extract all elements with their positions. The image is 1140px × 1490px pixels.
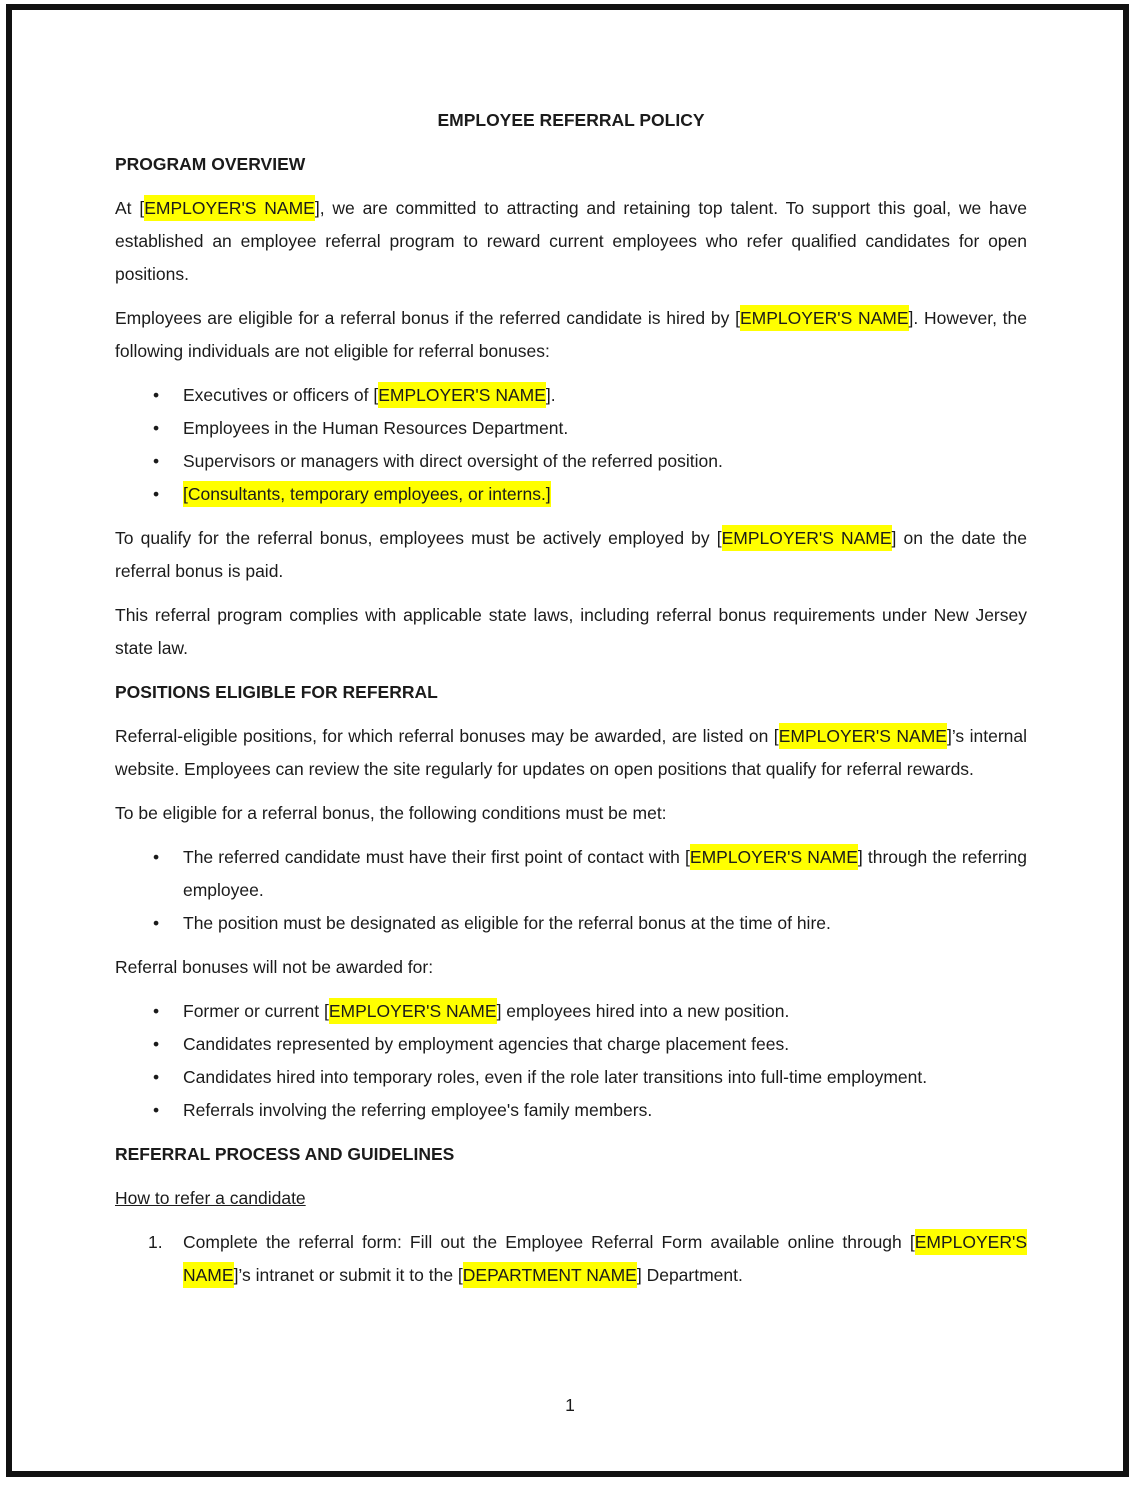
text-segment: ]. However, the following individuals are not eligible for referral bonuses: — [115, 308, 1028, 361]
text-segment: Referral-eligible positions, for which referral bonuses may be awarded, are listed on [ — [115, 726, 779, 746]
highlight-placeholder: [Consultants, temporary employees, or interns.] — [183, 481, 551, 507]
section-heading: REFERRAL PROCESS AND GUIDELINES — [115, 1144, 455, 1164]
text-segment: ]’s intranet or submit it to the [ — [233, 1265, 463, 1285]
text-segment: Supervisors or managers with direct oversight of the referred position. — [183, 451, 723, 471]
text-segment: At [ — [115, 198, 145, 218]
bullet-item — [115, 412, 1027, 445]
text-segment: ], we are committed to attracting and retaining top talent. To support this goal, we have established an employee referral program to reward current employees who refer qualified candidates for open positions. — [115, 198, 1028, 284]
numbered-item — [115, 1226, 1027, 1292]
subheading-underlined: How to refer a candidate — [115, 1188, 306, 1208]
text-segment: Referrals involving the referring employee's family members. — [183, 1100, 653, 1120]
text-segment: ] through the referring employee. — [183, 847, 1027, 900]
highlight-placeholder: EMPLOYER'S NAME — [183, 1229, 1027, 1288]
list-number: 1. — [148, 1232, 163, 1252]
bullet-item — [115, 995, 1027, 1028]
document-content — [115, 0, 1027, 1303]
bullet-list — [115, 841, 1027, 940]
section-heading: POSITIONS ELIGIBLE FOR REFERRAL — [115, 682, 438, 702]
text-segment: ]’s internal website. Employees can review the site regularly for updates on open positions that qualify for referral rewards. — [115, 726, 1028, 779]
bullet-item — [115, 841, 1027, 907]
paragraph — [115, 599, 1027, 665]
text-segment: Candidates represented by employment agencies that charge placement fees. — [183, 1034, 790, 1054]
bullet-list — [115, 995, 1027, 1127]
highlight-placeholder: EMPLOYER'S NAME — [329, 998, 497, 1024]
bullet-item — [115, 445, 1027, 478]
highlight-placeholder: EMPLOYER'S NAME — [690, 844, 858, 870]
text-segment: To qualify for the referral bonus, employees must be actively employed by [ — [115, 528, 722, 548]
highlight-placeholder: EMPLOYER'S NAME — [740, 305, 909, 331]
text-segment: This referral program complies with applicable state laws, including referral bonus requirements under New Jersey state law. — [115, 605, 1027, 658]
text-segment: ]. — [545, 385, 556, 405]
bullet-item — [115, 1061, 1027, 1094]
document-title: EMPLOYEE REFERRAL POLICY — [437, 110, 705, 130]
text-segment: Candidates hired into temporary roles, even if the role later transitions into full-time employment. — [183, 1067, 928, 1087]
paragraph — [115, 192, 1027, 291]
paragraph — [115, 797, 1027, 830]
bullet-item — [115, 1094, 1027, 1127]
bullet-list — [115, 379, 1027, 511]
bullet-item — [115, 907, 1027, 940]
highlight-placeholder: DEPARTMENT NAME — [463, 1262, 637, 1288]
text-segment: Employees are eligible for a referral bonus if the referred candidate is hired by [ — [115, 308, 740, 328]
bullet-item — [115, 379, 1027, 412]
text-segment: Employees in the Human Resources Department. — [183, 418, 569, 438]
text-segment: Referral bonuses will not be awarded for: — [115, 957, 434, 977]
page-number: 1 — [565, 1395, 575, 1415]
text-segment: ] on the date the referral bonus is paid. — [115, 528, 1027, 581]
highlight-placeholder: EMPLOYER'S NAME — [722, 525, 892, 551]
bullet-item — [115, 478, 1027, 511]
text-segment: Former or current [ — [183, 1001, 329, 1021]
text-segment: The position must be designated as eligible for the referral bonus at the time of hire. — [183, 913, 831, 933]
paragraph — [115, 302, 1027, 368]
text-segment: Complete the referral form: Fill out the Employee Referral Form available online through [ — [183, 1232, 915, 1252]
paragraph — [115, 951, 1027, 984]
text-segment: To be eligible for a referral bonus, the following conditions must be met: — [115, 803, 667, 823]
bullet-item — [115, 1028, 1027, 1061]
paragraph — [115, 522, 1027, 588]
text-segment: ] employees hired into a new position. — [496, 1001, 790, 1021]
text-segment: The referred candidate must have their first point of contact with [ — [183, 847, 690, 867]
paragraph — [115, 720, 1027, 786]
highlight-placeholder: EMPLOYER'S NAME — [779, 723, 947, 749]
section-heading: PROGRAM OVERVIEW — [115, 154, 306, 174]
numbered-list — [115, 1226, 1027, 1292]
highlight-placeholder: EMPLOYER'S NAME — [144, 195, 315, 221]
highlight-placeholder: EMPLOYER'S NAME — [378, 382, 546, 408]
text-segment: ] Department. — [636, 1265, 743, 1285]
text-segment: Executives or officers of [ — [183, 385, 379, 405]
document-blocks — [115, 148, 1027, 1292]
